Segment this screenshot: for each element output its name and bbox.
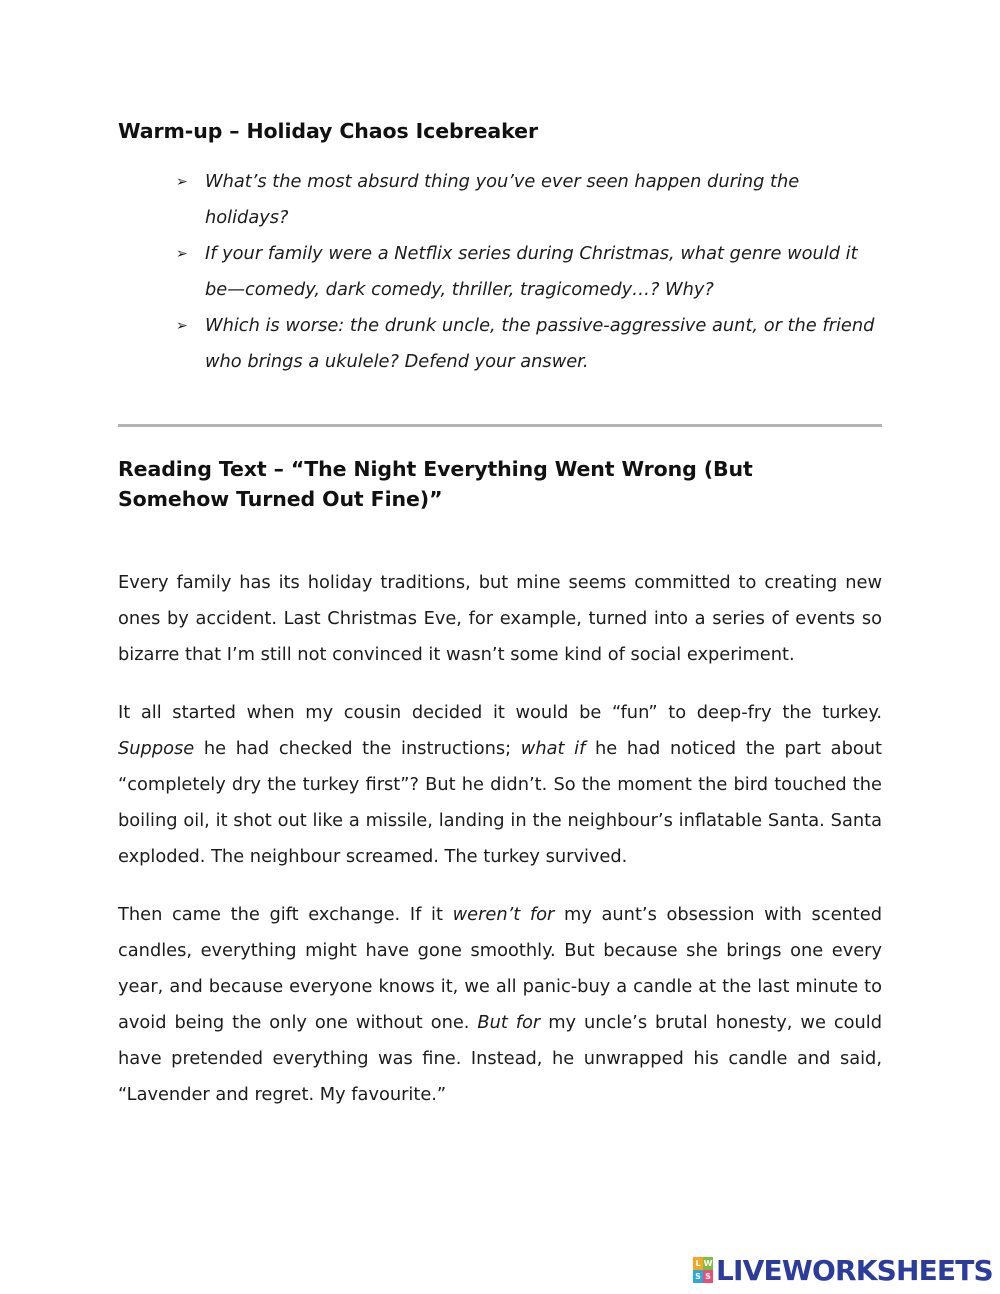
section-divider — [118, 424, 882, 427]
liveworksheets-logo-icon: L W S S — [693, 1257, 713, 1283]
warmup-question — [176, 236, 882, 308]
warmup-heading: Warm-up – Holiday Chaos Icebreaker — [118, 119, 538, 143]
emphasis-but-for: But for — [477, 1012, 541, 1033]
warmup-question-list — [176, 164, 882, 380]
warmup-question — [176, 308, 882, 380]
arrow-bullet-icon: ➢ — [176, 174, 188, 190]
reading-paragraph-3: Then came the gift exchange. If it weren’t for my aunt’s obsession with scented candles, everything might have gone smoothly. But because she brings one every year, and because everyone knows it, we all panic-buy a candle at the last minute to avoid being the only one without one. But for my uncle’s brutal honesty, we could have pretended everything was fine. Instead, he unwrapped his candle and said, “Lavender and regret. My favourite.” — [118, 904, 882, 1105]
reading-heading: Reading Text – “The Night Everything Went Wrong (But Somehow Turned Out Fine)” — [118, 457, 753, 511]
arrow-bullet-icon: ➢ — [176, 246, 188, 262]
question-text: If your family were a Netflix series during Christmas, what genre would it be—comedy, dark comedy, thriller, tragicomedy…? Why? — [205, 243, 858, 300]
liveworksheets-logo[interactable] — [693, 1254, 993, 1286]
question-text: What’s the most absurd thing you’ve ever seen happen during the holidays? — [205, 171, 800, 228]
arrow-bullet-icon: ➢ — [176, 318, 188, 334]
warmup-question — [176, 164, 882, 236]
reading-paragraph-2: It all started when my cousin decided it would be “fun” to deep-fry the turkey. Suppose he had checked the instructions; what if he had noticed the part about “completely dry the turkey first”? But he didn’t. So the moment the bird touched the boiling oil, it shot out like a missile, landing in the neighbour’s inflatable Santa. Santa exploded. The neighbour screamed. The turkey survived. — [118, 702, 882, 867]
emphasis-what-if: what if — [520, 738, 586, 759]
reading-text — [118, 565, 882, 1135]
emphasis-werent-for: weren’t for — [452, 904, 555, 925]
question-text: Which is worse: the drunk uncle, the passive-aggressive aunt, or the friend who brings a ukulele? Defend your answer. — [205, 315, 875, 372]
emphasis-suppose: Suppose — [118, 738, 195, 759]
liveworksheets-logo-text: LIVEWORKSHEETS — [716, 1253, 993, 1287]
reading-paragraph-1: Every family has its holiday traditions, but mine seems committed to creating new ones by accident. Last Christmas Eve, for example, turned into a series of events so bizarre that I’m still not convinced it wasn’t some kind of social experiment. — [118, 572, 882, 665]
